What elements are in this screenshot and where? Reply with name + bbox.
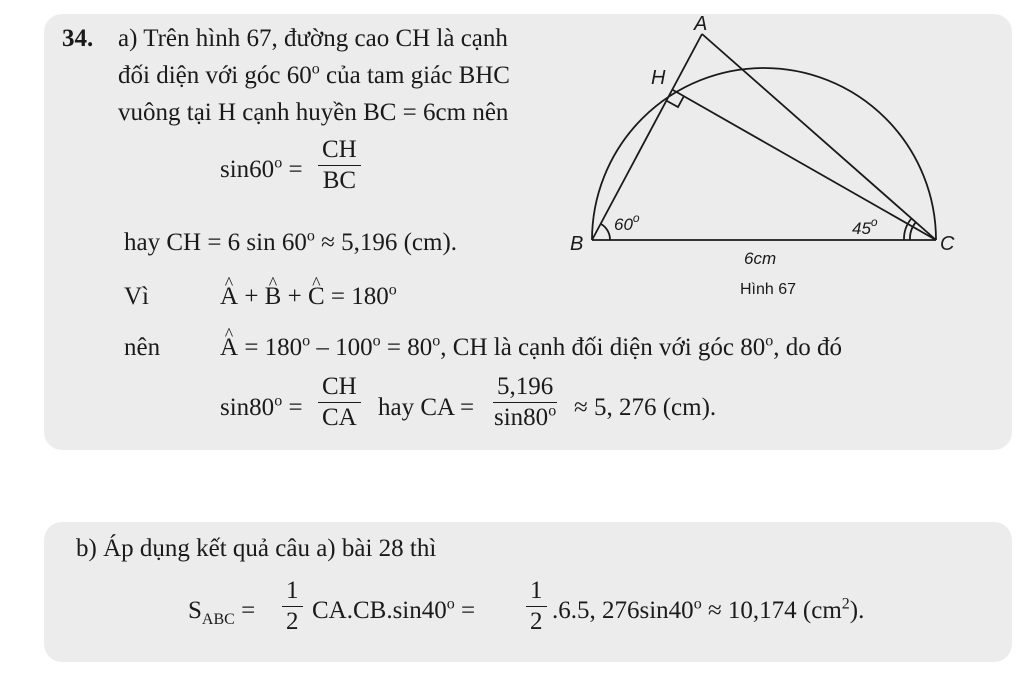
- eq1-fraction: $\frac{CH}{BC}$: [318, 135, 361, 196]
- right-angle-mark: [667, 96, 684, 107]
- semicircle-arc: [592, 68, 936, 240]
- part-a-line-2: đối diện với góc 60$^o$ của tam giác BHC: [118, 60, 510, 89]
- label-a: A: [694, 13, 708, 35]
- eq2-fraction-2: $\frac{5,196}{\sin 80^o}$: [494, 373, 557, 431]
- vi-label: Vì: [124, 283, 149, 310]
- angle-sum-equation: ^ A + ^ B + ^ $C = 180^o$: [220, 282, 397, 312]
- label-c: C: [940, 233, 955, 255]
- label-h: H: [651, 67, 666, 89]
- area-lhs: $S_{ABC}$ =: [188, 597, 256, 628]
- area-result: .6.5, $276\sin 40^o \approx 10,174$ $(cm^2)$.: [552, 595, 865, 624]
- angle-c-label: 45$^o$: [852, 215, 878, 238]
- part-a-line-1: a) Trên hình 67, đường cao CH là cạnh: [118, 25, 508, 52]
- part-b-line-1: b) Áp dụng kết quả câu a) bài 28 thì: [76, 535, 437, 562]
- nen-label: nên: [124, 334, 161, 361]
- hay-line: hay CH = 6 $\sin 60^o \approx 5,196$ (cm).: [124, 227, 458, 256]
- eq2-left: $\sin 80^o$ =: [220, 392, 303, 421]
- altitude-ch: [673, 90, 936, 240]
- label-b: B: [570, 233, 584, 255]
- half-fraction-2: $\frac{1}{2}$: [526, 576, 547, 637]
- area-mid: $CA.CB.\sin 40^o$ =: [312, 595, 476, 624]
- half-fraction-1: $\frac{1}{2}$: [282, 576, 303, 637]
- angle-b-label: 60$^o$: [614, 211, 640, 234]
- angle-a-equation: ^ $A = 180^o - 100^o = 80^o$, CH là cạnh đối diện với góc 80$^o$, do đó: [220, 333, 842, 363]
- side-bc-label: 6cm: [744, 249, 777, 268]
- problem-number: 34.: [62, 25, 94, 52]
- figure-caption: Hình 67: [740, 281, 797, 298]
- eq2-result: ≈ 5, 276 (cm).: [574, 394, 717, 421]
- eq1-left: $\sin 60^o$ =: [220, 154, 303, 183]
- angle-b-arc: [601, 224, 610, 240]
- eq2-fraction: $\frac{CH}{CA}$: [318, 372, 361, 433]
- part-a-line-3: vuông tại H cạnh huyền BC = 6cm nên: [118, 99, 509, 126]
- side-ba: [592, 34, 702, 240]
- eq2-hay: hay CA =: [378, 394, 475, 421]
